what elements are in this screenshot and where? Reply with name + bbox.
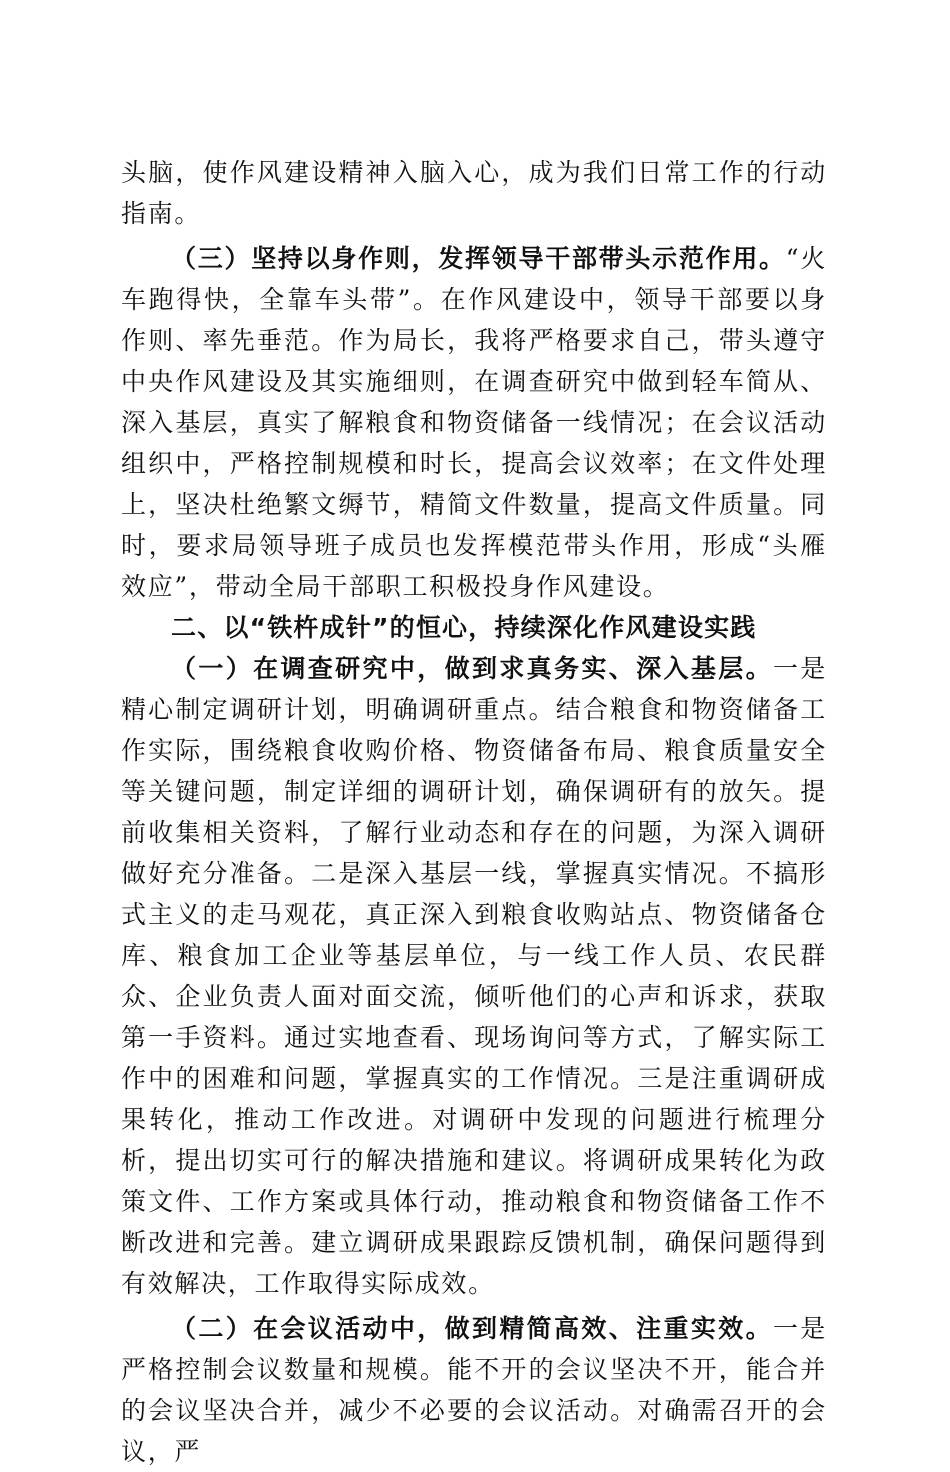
paragraph-body: 一是精心制定调研计划，明确调研重点。结合粮食和物资储备工作实际，围绕粮食收购价格、物资储备布局、粮食质量安全等关键问题，制定详细的调研计划，确保调研有的放矢。提前收集相关资料，了解行业动态和存在的问题，为深入调研做好充分准备。二是深入基层一线，掌握真实情况。不搞形式主义的走马观花，真正深入到粮食收购站点、物资储备仓库、粮食加工企业等基层单位，与一线工作人员、农民群众、企业负责人面对面交流，倾听他们的心声和诉求，获取第一手资料。通过实地查看、现场询问等方式，了解实际工作中的困难和问题，掌握真实的工作情况。三是注重调研成果转化，推动工作改进。对调研中发现的问题进行梳理分析，提出切实可行的解决措施和建议。将调研成果转化为政策文件、工作方案或具体行动，推动粮食和物资储备工作不断改进和完善。建立调研成果跟踪反馈机制，确保问题得到有效解决，工作取得实际成效。: [121, 654, 827, 1298]
paragraph-body: “火车跑得快，全靠车头带”。在作风建设中，领导干部要以身作则、率先垂范。作为局长，我将严格要求自己，带头遵守中央作风建设及其实施细则，在调查研究中做到轻车简从、深入基层，真实了解粮食和物资储备一线情况；在会议活动组织中，严格控制规模和时长，提高会议效率；在文件处理上，坚决杜绝繁文缛节，精简文件数量，提高文件质量。同时，要求局领导班子成员也发挥模范带头作用，形成“头雁效应”，带动全局干部职工积极投身作风建设。: [121, 244, 827, 601]
subheading-two: （二）在会议活动中，做到精简高效、注重实效。: [171, 1314, 773, 1343]
subheading-one: （一）在调查研究中，做到求真务实、深入基层。: [171, 654, 773, 683]
paragraph-body: 一是严格控制会议数量和规模。能不开的会议坚决不开，能合并的会议坚决合并，减少不必要的会议活动。对确需召开的会议，严: [121, 1314, 827, 1466]
paragraph-meetings: [121, 1308, 827, 1472]
paragraph-research: [121, 648, 827, 1304]
subheading-three: （三）坚持以身作则，发挥领导干部带头示范作用。: [171, 244, 786, 273]
section-heading-two: 二、以“铁杵成针”的恒心，持续深化作风建设实践: [171, 613, 757, 642]
paragraph-continuation: 头脑，使作风建设精神入脑入心，成为我们日常工作的行动指南。: [121, 158, 827, 228]
paragraph-lead-by-example: [121, 238, 827, 607]
body-text: [121, 152, 827, 1472]
